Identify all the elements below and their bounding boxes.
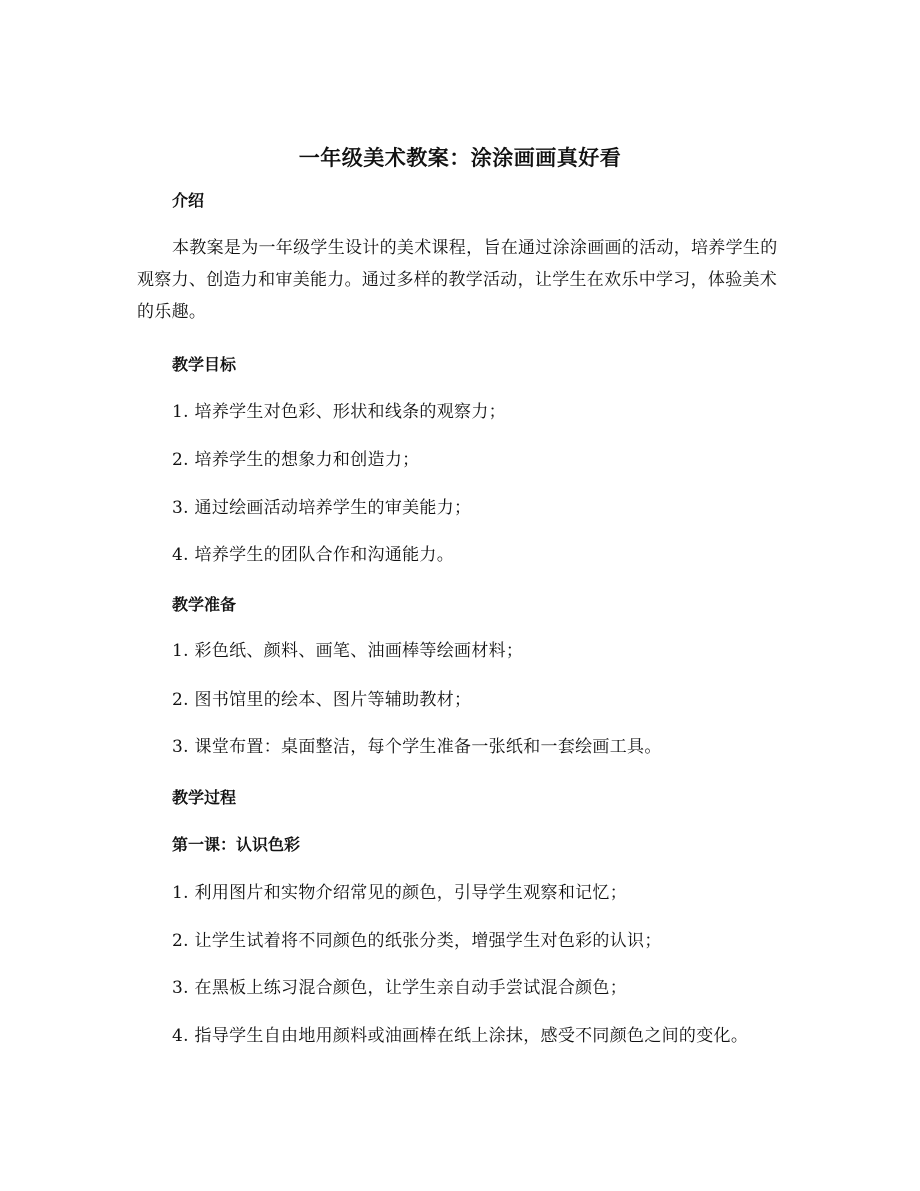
preparation-item: 1. 彩色纸、颜料、画笔、油画棒等绘画材料； (172, 641, 524, 661)
goal-item: 4. 培养学生的团队合作和沟通能力。 (172, 545, 455, 565)
lesson1-item: 4. 指导学生自由地用颜料或油画棒在纸上涂抹，感受不同颜色之间的变化。 (172, 1026, 749, 1046)
lesson1-item: 3. 在黑板上练习混合颜色，让学生亲自动手尝试混合颜色； (172, 978, 628, 998)
goal-item: 2. 培养学生的想象力和创造力； (172, 450, 420, 470)
heading-preparation: 教学准备 (172, 595, 237, 614)
intro-paragraph: 本教案是为一年级学生设计的美术课程，旨在通过涂涂画画的活动，培养学生的观察力、创造力和审美能力。通过多样的教学活动，让学生在欢乐中学习，体验美术的乐趣。 (137, 238, 778, 322)
goal-item: 3. 通过绘画活动培养学生的审美能力； (172, 498, 472, 518)
document-title: 一年级美术教案：涂涂画画真好看 (298, 146, 622, 170)
heading-lesson1: 第一课：认识色彩 (172, 835, 301, 854)
heading-intro: 介绍 (172, 191, 205, 210)
preparation-item: 2. 图书馆里的绘本、图片等辅助教材； (172, 690, 472, 710)
heading-process: 教学过程 (172, 788, 237, 807)
goal-item: 1. 培养学生对色彩、形状和线条的观察力； (172, 402, 506, 422)
lesson1-item: 1. 利用图片和实物介绍常见的颜色，引导学生观察和记忆； (172, 883, 628, 903)
heading-goals: 教学目标 (172, 355, 237, 374)
preparation-item: 3. 课堂布置：桌面整洁，每个学生准备一张纸和一套绘画工具。 (172, 737, 662, 757)
lesson1-item: 2. 让学生试着将不同颜色的纸张分类，增强学生对色彩的认识； (172, 931, 662, 951)
